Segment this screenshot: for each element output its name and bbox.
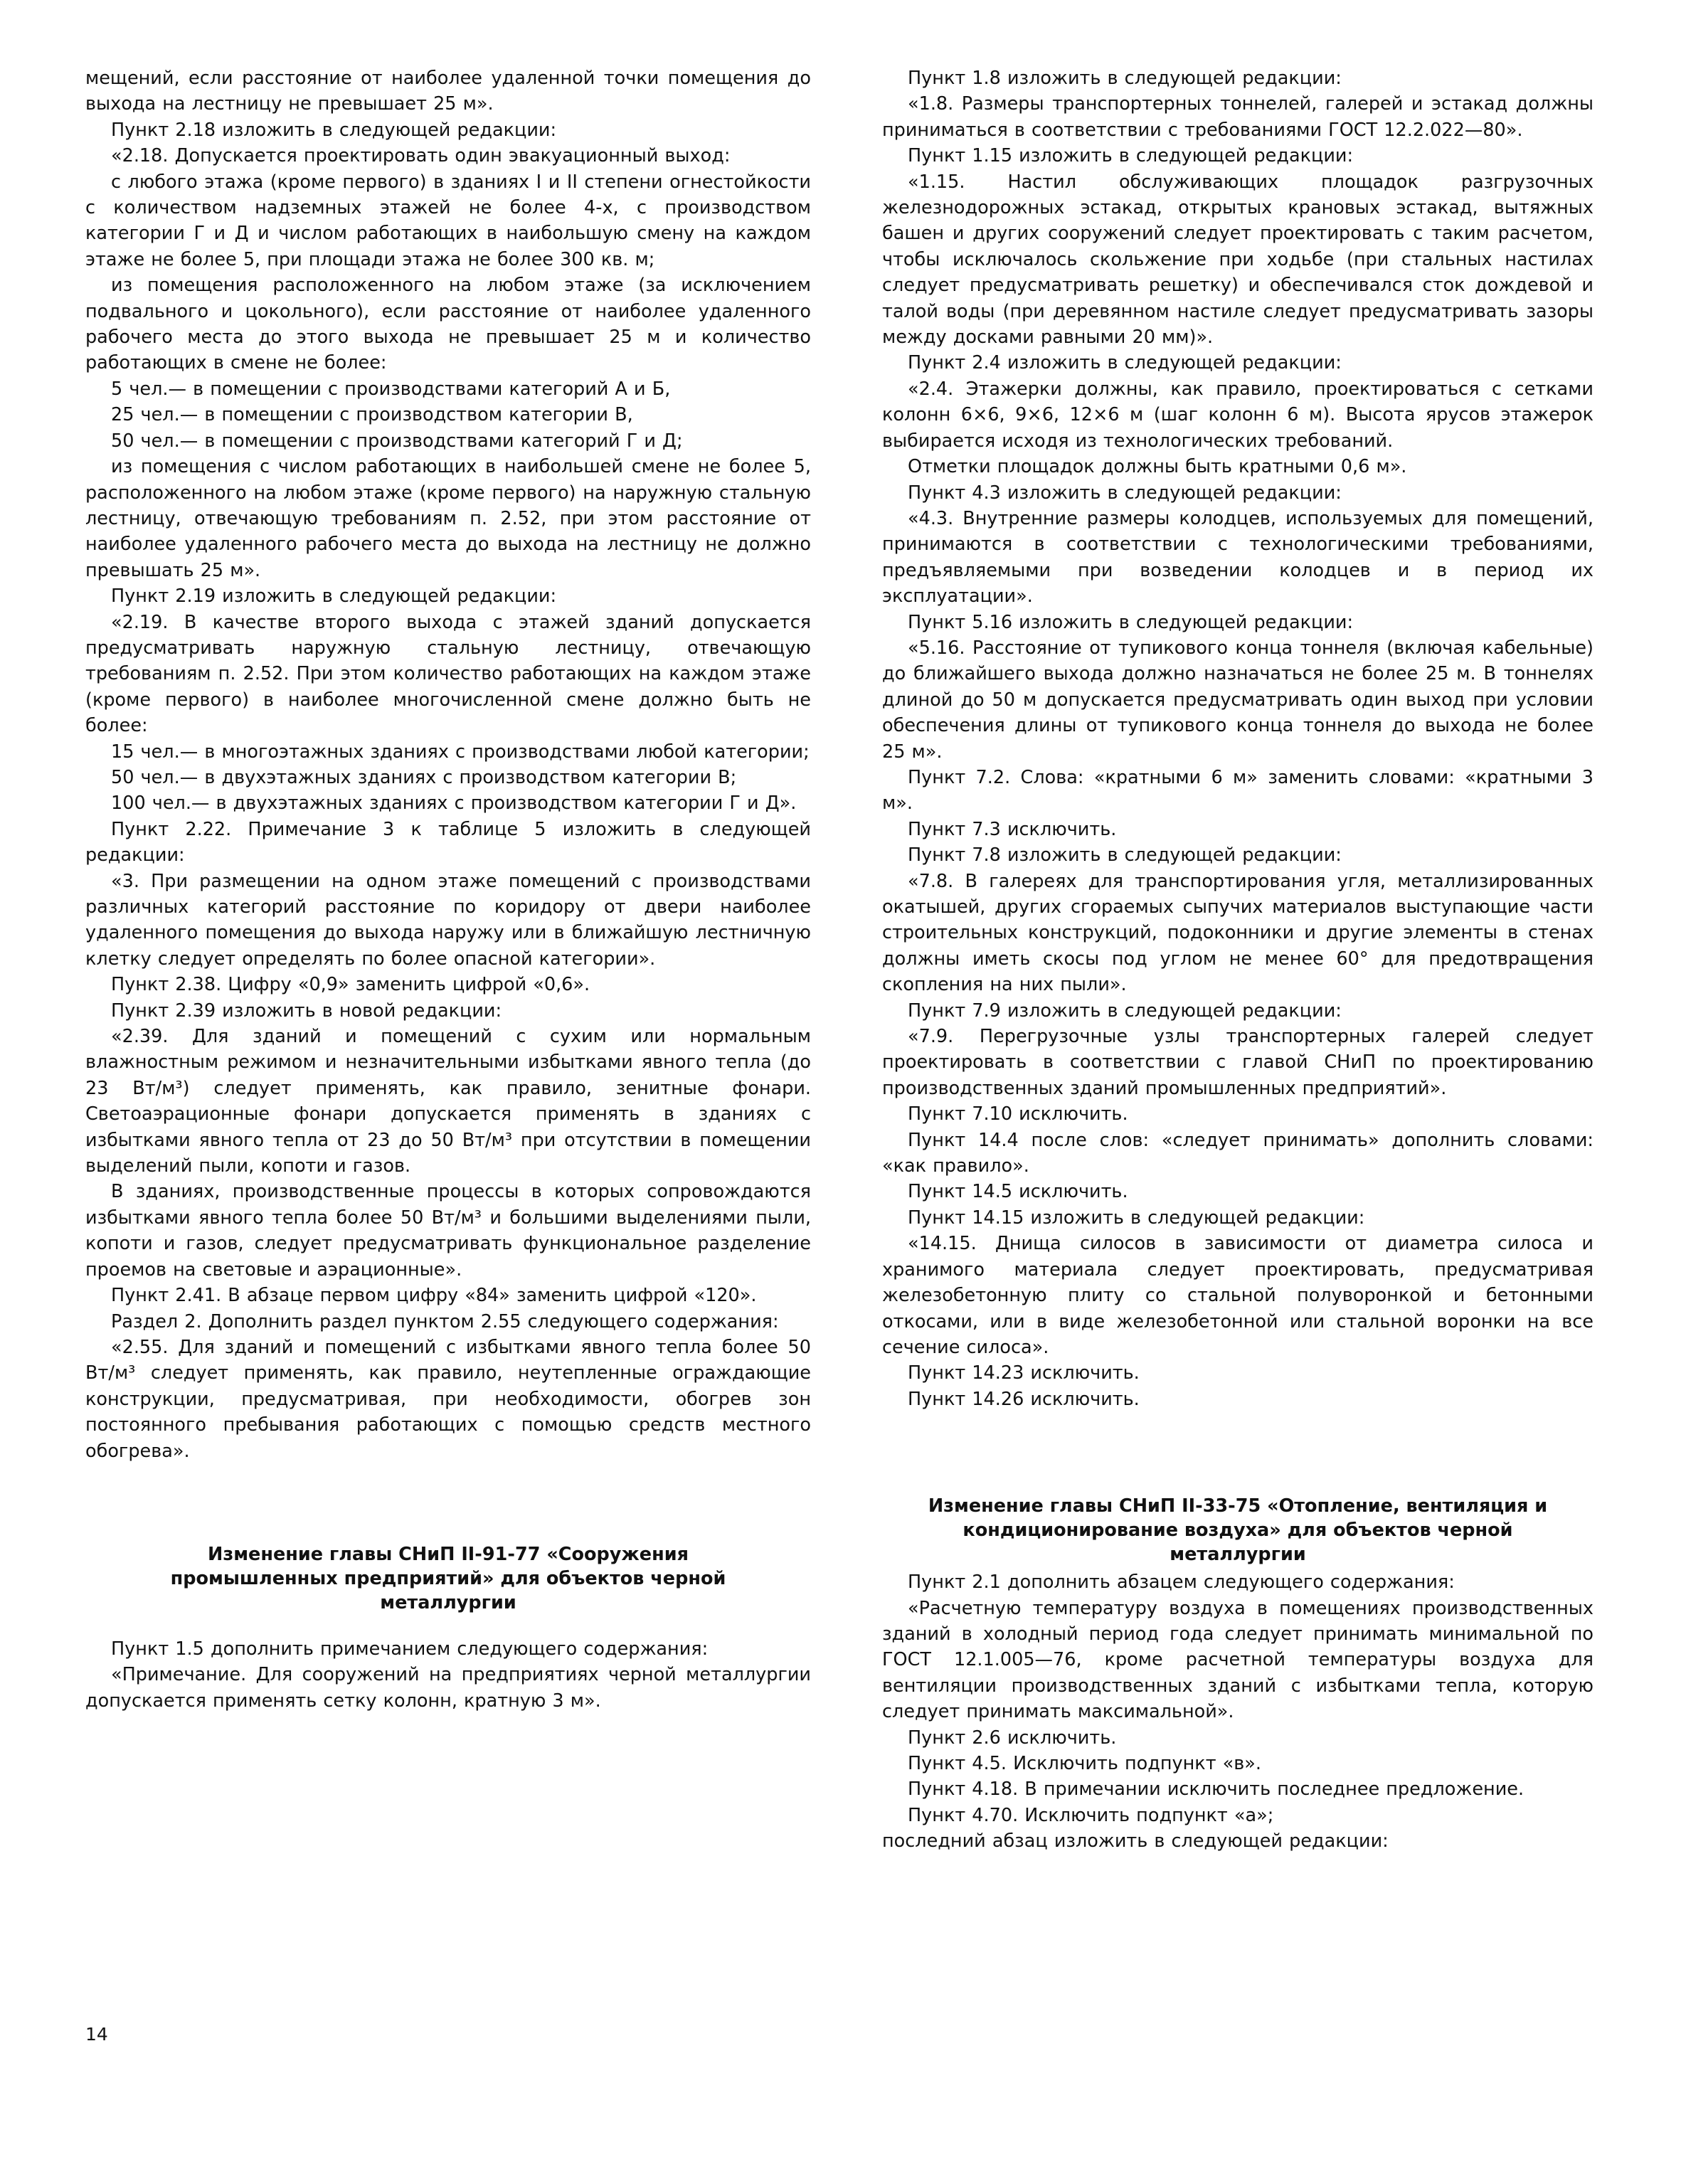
paragraph: Пункт 2.4 изложить в следующей редакции: (908, 352, 1342, 374)
paragraph: Пункт 14.5 исключить. (908, 1181, 1128, 1203)
paragraph: «4.3. Внутренние размеры колодцев, используемых для помещений, принимаются в соответствии с технологическими требованиями, предъявляемыми при возведении колодцев и в период их эксплуатации». (882, 507, 1593, 608)
section-heading: Изменение главы СНиП II-91-77 «Сооружения промышленных предприятий» для объектов черной металлургии (170, 1543, 726, 1613)
page-number: 14 (85, 2024, 108, 2045)
paragraph: «2.19. В качестве второго выхода с этажей зданий допускается предусматривать наружную стальную лестницу, отвечающую требованиям п. 2.52. При этом количество работающих на каждом этаже (кроме первого) в наиболее многочисленной смене должно быть не более: (85, 611, 811, 737)
paragraph: Пункт 2.1 дополнить абзацем следующего содержания: (908, 1571, 1455, 1594)
paragraph: Пункт 2.39 изложить в новой редакции: (111, 1000, 502, 1022)
paragraph: последний абзац изложить в следующей редакции: (882, 1830, 1389, 1852)
paragraph: «1.8. Размеры транспортерных тоннелей, галерей и эстакад должны приниматься в соответствии с требованиями ГОСТ 12.2.022—80». (882, 93, 1593, 141)
paragraph: «7.8. В галереях для транспортирования угля, металлизированных окатышей, других сгораемых сыпучих материалов выступающие части строительных конструкций, подоконники и другие элементы в стенах должны иметь скосы под углом не менее 60° для предотвращения скопления на них пыли». (882, 870, 1593, 996)
paragraph: «7.9. Перегрузочные узлы транспортерных галерей следует проектировать в соответствии с главой СНиП по проектированию производственных зданий промышленных предприятий». (882, 1026, 1593, 1099)
paragraph: Раздел 2. Дополнить раздел пунктом 2.55 следующего содержания: (111, 1310, 779, 1332)
paragraph: «14.15. Днища силосов в зависимости от диаметра силоса и хранимого материала следует проектировать, предусматривая железобетонную плиту со стальной полуворонкой и бетонными откосами, или в виде железобетонной или стальной воронки на все сечение силоса». (882, 1233, 1593, 1358)
paragraph: Пункт 4.3 изложить в следующей редакции: (908, 482, 1342, 504)
paragraph: «2.4. Этажерки должны, как правило, проектироваться с сетками колонн 6×6, 9×6, 12×6 м (шаг колонн 6 м). Высота ярусов этажерок выбирается исходя из технологических требований. (882, 378, 1593, 452)
paragraph: «1.15. Настил обслуживающих площадок разгрузочных железнодорожных эстакад, открытых крановых эстакад, вытяжных башен и других сооружений следует проектировать с таким расчетом, чтобы исключалось скольжение при ходьбе (при стальных настилах следует предусматривать решетку) и обеспечивался сток дождевой и талой воды (при деревянном настиле следует предусматривать зазоры между досками равными 20 мм)». (882, 171, 1593, 349)
paragraph: «Расчетную температуру воздуха в помещениях производственных зданий в холодный период года следует принимать минимальной по ГОСТ 12.1.005—76, кроме расчетной температуры воздуха для вентиляции производственных зданий с избытками тепла, которую следует принимать максимальной». (882, 1597, 1593, 1723)
right-column (882, 65, 1593, 1855)
paragraph: 100 чел.— в двухэтажных зданиях с производством категории Г и Д». (111, 793, 797, 815)
paragraph: «Примечание. Для сооружений на предприятиях черной металлургии допускается применять сетку колонн, кратную 3 м». (85, 1664, 811, 1712)
paragraph: Пункт 5.16 изложить в следующей редакции: (908, 611, 1354, 633)
paragraph: Пункт 7.2. Слова: «кратными 6 м» заменить словами: «кратными 3 м». (882, 766, 1593, 815)
paragraph: Пункт 7.8 изложить в следующей редакции: (908, 844, 1342, 866)
paragraph: Пункт 1.15 изложить в следующей редакции: (908, 145, 1354, 167)
paragraph: с любого этажа (кроме первого) в зданиях I и II степени огнестойкости с количеством надземных этажей не более 4-х, с производством категории Г и Д и числом работающих в наибольшую смену на каждом этаже не более 5, при площади этажа не более 300 кв. м; (85, 171, 811, 270)
left-column (85, 65, 811, 1714)
paragraph: мещений, если расстояние от наиболее удаленной точки помещения до выхода на лестницу не превышает 25 м». (85, 68, 811, 115)
paragraph: Пункт 2.6 исключить. (908, 1727, 1117, 1749)
section-heading: Изменение главы СНиП II-33-75 «Отопление, вентиляция и кондиционирование воздуха» для объектов черной металлургии (928, 1495, 1548, 1566)
paragraph: Пункт 4.70. Исключить подпункт «а»; (908, 1804, 1274, 1826)
paragraph: Пункт 1.5 дополнить примечанием следующего содержания: (111, 1638, 709, 1660)
paragraph: «5.16. Расстояние от тупикового конца тоннеля (включая кабельные) до ближайшего выхода должно назначаться не более 25 м. В тоннелях длиной до 50 м допускается предусматривать один выход при условии обеспечения длины от тупикового конца тоннеля до выхода не более 25 м». (882, 637, 1593, 763)
paragraph: Пункт 2.22. Примечание 3 к таблице 5 изложить в следующей редакции: (85, 818, 811, 866)
paragraph: 50 чел.— в двухэтажных зданиях с производством категории В; (111, 766, 737, 788)
paragraph: Пункт 2.19 изложить в следующей редакции: (111, 585, 557, 608)
paragraph: «2.18. Допускается проектировать один эвакуационный выход: (111, 145, 731, 167)
paragraph: «2.39. Для зданий и помещений с сухим или нормальным влажностным режимом и незначительными избытками явного тепла (до 23 Вт/м³) следует применять, как правило, зенитные фонари. Светоаэрационные фонари допускается применять в зданиях с избытками явного тепла от 23 до 50 Вт/м³ при отсутствии в помещении выделений пыли, копоти и газов. (85, 1026, 811, 1177)
paragraph: «2.55. Для зданий и помещений с избытками явного тепла более 50 Вт/м³ следует применять, как правило, неутепленные ограждающие конструкции, предусматривая, при необходимости, обогрев зон постоянного пребывания работающих с помощью средств местного обогрева». (85, 1336, 811, 1462)
paragraph: Пункт 7.3 исключить. (908, 818, 1117, 840)
paragraph: Пункт 1.8 изложить в следующей редакции: (908, 68, 1342, 89)
paragraph: Пункт 4.18. В примечании исключить последнее предложение. (908, 1779, 1524, 1801)
paragraph: Пункт 2.41. В абзаце первом цифру «84» заменить цифрой «120». (111, 1285, 757, 1307)
paragraph: 50 чел.— в помещении с производствами категорий Г и Д; (111, 430, 683, 452)
paragraph: Пункт 7.10 исключить. (908, 1103, 1128, 1125)
paragraph: Пункт 7.9 изложить в следующей редакции: (908, 1000, 1342, 1022)
paragraph: Пункт 2.38. Цифру «0,9» заменить цифрой «0,6». (111, 974, 590, 996)
paragraph: Отметки площадок должны быть кратными 0,6 м». (908, 456, 1407, 478)
paragraph: из помещения расположенного на любом этаже (за исключением подвального и цокольного), если расстояние от наиболее удаленного рабочего места до этого выхода не превышает 25 м и количество работающих в смене не более: (85, 275, 811, 374)
paragraph: 15 чел.— в многоэтажных зданиях с производствами любой категории; (111, 741, 810, 763)
paragraph: Пункт 14.15 изложить в следующей редакции: (908, 1207, 1365, 1229)
paragraph: В зданиях, производственные процессы в которых сопровождаются избытками явного тепла более 50 Вт/м³ и большими выделениями пыли, копоти и газов, следует предусматривать функциональное разделение проемов на световые и аэрационные». (85, 1181, 811, 1281)
paragraph: 5 чел.— в помещении с производствами категорий А и Б, (111, 378, 671, 400)
paragraph: Пункт 2.18 изложить в следующей редакции: (111, 119, 557, 141)
paragraph: «3. При размещении на одном этаже помещений с производствами различных категорий расстояние по коридору от двери наиболее удаленного помещения до выхода наружу или в ближайшую лестничную клетку следует определять по более опасной категории». (85, 870, 811, 970)
paragraph: Пункт 4.5. Исключить подпункт «в». (908, 1752, 1261, 1774)
paragraph: 25 чел.— в помещении с производством категории В, (111, 404, 633, 426)
paragraph: Пункт 14.26 исключить. (908, 1388, 1140, 1410)
paragraph: Пункт 14.23 исключить. (908, 1362, 1140, 1384)
paragraph: из помещения с числом работающих в наибольшей смене не более 5, расположенного на любом этаже (кроме первого) на наружную стальную лестницу, отвечающую требованиям п. 2.52, при этом расстояние от наиболее удаленного рабочего места до выхода на лестницу не должно превышать 25 м». (85, 456, 811, 581)
paragraph: Пункт 14.4 после слов: «следует принимать» дополнить словами: «как правило». (882, 1129, 1593, 1177)
